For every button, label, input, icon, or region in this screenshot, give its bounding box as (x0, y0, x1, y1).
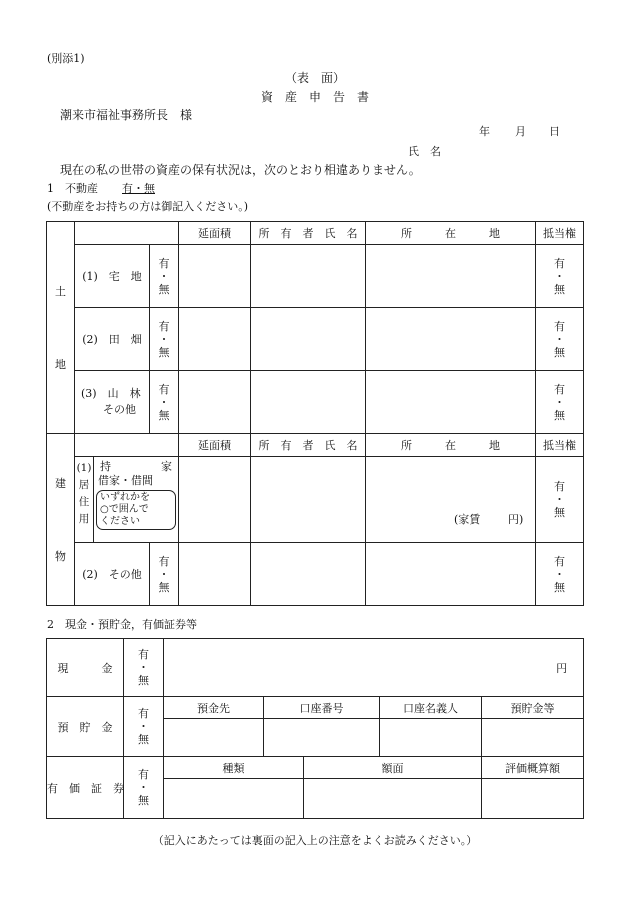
side-label: （表 面） (284, 71, 345, 85)
residence-vertical-label: (1) 居 住 用 (75, 457, 94, 542)
building-label: 建 物 (47, 434, 75, 606)
addressee: 潮来市福祉事務所長 様 (60, 108, 193, 122)
header-location: 所 在 地 (366, 434, 536, 457)
table-row (47, 308, 584, 371)
financial-assets-table (46, 638, 584, 819)
section2-title: 2 現金・預貯金，有価証券等 (47, 618, 197, 631)
land-label: 土 地 (47, 222, 75, 434)
account-holder-cell[interactable] (380, 719, 482, 757)
header-bank: 預金先 (164, 697, 264, 719)
floor-area-cell[interactable] (179, 245, 251, 308)
document-title: 資 産 申 告 書 (260, 90, 369, 104)
land-forest-label: (3) 山 林 その他 (75, 371, 150, 434)
residence-label (75, 457, 179, 543)
header-account-holder: 口座名義人 (380, 697, 482, 719)
cash-label: 現 金 (47, 639, 124, 697)
owner-cell[interactable] (251, 457, 366, 543)
table-row (47, 371, 584, 434)
header-mortgage: 抵当権 (536, 434, 584, 457)
header-location: 所 在 地 (366, 222, 536, 245)
security-type-cell[interactable] (164, 779, 304, 819)
rent-unit: 円) (508, 513, 524, 526)
yn-selector[interactable]: 有 ・ 無 (124, 757, 164, 819)
mortgage-yn-selector[interactable]: 有 ・ 無 (536, 245, 584, 308)
mortgage-yn-selector[interactable]: 有 ・ 無 (536, 457, 584, 543)
header-floor-area: 延面積 (179, 434, 251, 457)
location-cell[interactable] (366, 308, 536, 371)
bank-cell[interactable] (164, 719, 264, 757)
date-month-label: 月 (515, 125, 526, 138)
date-day-label: 日 (549, 125, 560, 138)
yn-selector[interactable]: 有 ・ 無 (150, 371, 179, 434)
mortgage-yn-selector[interactable]: 有 ・ 無 (536, 543, 584, 606)
land-field-label: (2) 田 畑 (75, 308, 150, 371)
date-year-label: 年 (479, 125, 490, 138)
real-estate-table (46, 221, 584, 606)
floor-area-cell[interactable] (179, 543, 251, 606)
land-residential-label: (1) 宅 地 (75, 245, 150, 308)
section1-yn: 有・無 (122, 182, 155, 195)
savings-amount-cell[interactable] (482, 719, 584, 757)
mortgage-yn-selector[interactable]: 有 ・ 無 (536, 308, 584, 371)
floor-area-cell[interactable] (179, 371, 251, 434)
mortgage-yn-selector[interactable]: 有 ・ 無 (536, 371, 584, 434)
yn-selector[interactable]: 有 ・ 無 (124, 639, 164, 697)
header-security-type: 種類 (164, 757, 304, 779)
header-estimated-value: 評価概算額 (482, 757, 584, 779)
floor-area-cell[interactable] (179, 457, 251, 543)
own-house-option[interactable]: 持 家 (100, 460, 172, 473)
circle-choice-note: いずれかを ○で囲んで ください (96, 490, 176, 530)
yn-selector[interactable]: 有 ・ 無 (150, 543, 179, 606)
table-row (47, 543, 584, 606)
rental-option[interactable]: 借家・借間 (98, 474, 153, 487)
header-mortgage: 抵当権 (536, 222, 584, 245)
header-face-value: 額面 (304, 757, 482, 779)
floor-area-cell[interactable] (179, 308, 251, 371)
cash-amount-field[interactable] (164, 639, 584, 697)
location-cell[interactable] (366, 371, 536, 434)
savings-label: 預 貯 金 (47, 697, 124, 757)
header-floor-area: 延面積 (179, 222, 251, 245)
rent-label: (家賃 (454, 513, 481, 526)
header-account-number: 口座番号 (264, 697, 380, 719)
header-owner: 所 有 者 氏 名 (251, 222, 366, 245)
owner-cell[interactable] (251, 245, 366, 308)
yen-unit: 円 (556, 661, 568, 675)
table-row (47, 245, 584, 308)
owner-cell[interactable] (251, 308, 366, 371)
header-owner: 所 有 者 氏 名 (251, 434, 366, 457)
section1-note: (不動産をお持ちの方は御記入ください。) (47, 200, 249, 213)
table-row (47, 457, 584, 543)
location-cell[interactable] (366, 457, 536, 543)
attachment-label: (別添1) (47, 52, 85, 65)
location-cell[interactable] (366, 543, 536, 606)
header-savings-amount: 預貯金等 (482, 697, 584, 719)
owner-cell[interactable] (251, 371, 366, 434)
footer-note: （記入にあたっては裏面の記入上の注意をよくお読みください。） (152, 834, 478, 847)
account-number-cell[interactable] (264, 719, 380, 757)
location-cell[interactable] (366, 245, 536, 308)
yn-selector[interactable]: 有 ・ 無 (124, 697, 164, 757)
intro-text: 現在の私の世帯の資産の保有状況は，次のとおり相違ありません。 (60, 163, 421, 177)
securities-label: 有 価 証 券 (47, 757, 124, 819)
name-label: 氏 名 (408, 145, 441, 158)
face-value-cell[interactable] (304, 779, 482, 819)
estimated-value-cell[interactable] (482, 779, 584, 819)
building-other-label: (2) その他 (75, 543, 150, 606)
owner-cell[interactable] (251, 543, 366, 606)
yn-selector[interactable]: 有 ・ 無 (150, 245, 179, 308)
yn-selector[interactable]: 有 ・ 無 (150, 308, 179, 371)
table-row (47, 639, 584, 697)
section1-title: 1 不動産 (47, 182, 98, 195)
